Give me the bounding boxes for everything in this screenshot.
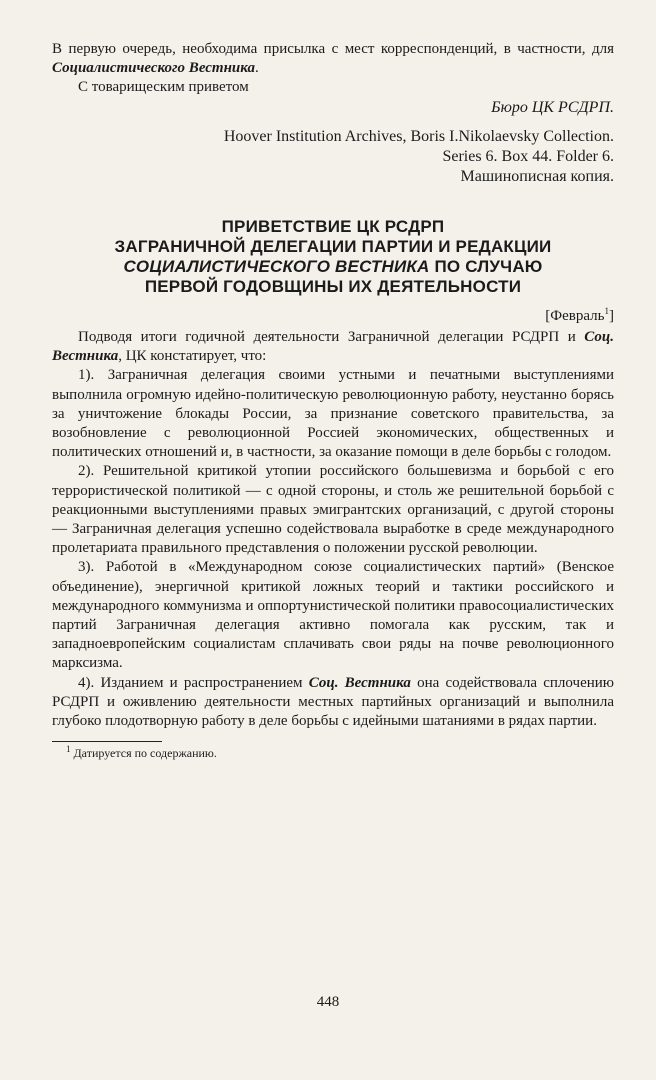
footnote: $^1$ Датируется по содержанию. — [66, 744, 217, 761]
point-1: 1). Заграничная делегация своими устными и печатными выступлениями выполнила огромную идейно-политическую революционную работу, неустанно борясь за уничтожение блокады России, за признание советского правительства, за возобновление с революционной Россией экономических, общественных и политических отношений и, в частности, за оказание помощи в деле борьбы с голодом. — [52, 367, 614, 461]
point-3: 3). Работой в «Международном союзе социалистических партий» (Венское объединение), энергичной критикой ложных теорий и тактики российского и международного коммунизма и оппортунистической политики правосоциалистических партий Заграничная делегация активно помогала как русским, так и западноевропейским социалистам сплачивать свои ряды на почве революционного марксизма. — [52, 559, 614, 672]
point-2: 2). Решительной критикой утопии российского большевизма и борьбой с его террористической политикой — с одной стороны, и столь же решительной борьбой с реакционными выступлениями правых эмигрантских организаций, с другой стороны — Заграничная делегация успешно содействовала выработке в среде международного пролетариата правильного представления о положении русской революции. — [52, 463, 614, 557]
document-page — [52, 40, 614, 761]
source-line: Series 6. Box 44. Folder 6. — [442, 147, 614, 165]
document-title: ПРИВЕТСТВИЕ ЦК РСДРП ЗАГРАНИЧНОЙ ДЕЛЕГАЦИИ ПАРТИИ И РЕДАКЦИИ СОЦИАЛИСТИЧЕСКОГО ВЕСТНИКА ПО СЛУЧАЮ ПЕРВОЙ ГОДОВЩИНЫ ИХ ДЕЯТЕЛЬНОСТИ — [114, 216, 552, 296]
point-4: 4). Изданием и распространением Соц. Вестника она содействовала сплочению РСДРП и оживлению деятельности местных партийных организаций и выполнила глубоко плодотворную работу в деле борьбы с идейными шатаниями в рядах партии. — [52, 674, 614, 730]
footnote-divider — [52, 741, 162, 742]
signature: Бюро ЦК РСДРП. — [491, 98, 614, 116]
source-line: Hoover Institution Archives, Boris I.Nikolaevsky Collection. — [223, 127, 614, 145]
archive-source — [52, 127, 614, 187]
journal-title: Соц. Вестника — [308, 674, 411, 691]
journal-title: Соц. Вестника — [52, 329, 614, 365]
document-date: [Февраль$^1$] — [545, 305, 614, 324]
greeting: С товарищеским приветом — [78, 79, 249, 96]
journal-title: Социалистического Вестника — [52, 60, 255, 77]
top-paragraph: В первую очередь, необходима присылка с мест корреспонденций, в частности, для Социалистического Вестника. — [52, 41, 614, 77]
footnote-ref: 1 — [604, 305, 609, 316]
page-number: 448 — [316, 994, 340, 1010]
source-line: Машинописная копия. — [460, 167, 614, 185]
intro-paragraph: Подводя итоги годичной деятельности Заграничной делегации РСДРП и Соц. Вестника, ЦК констатирует, что: — [52, 329, 614, 365]
